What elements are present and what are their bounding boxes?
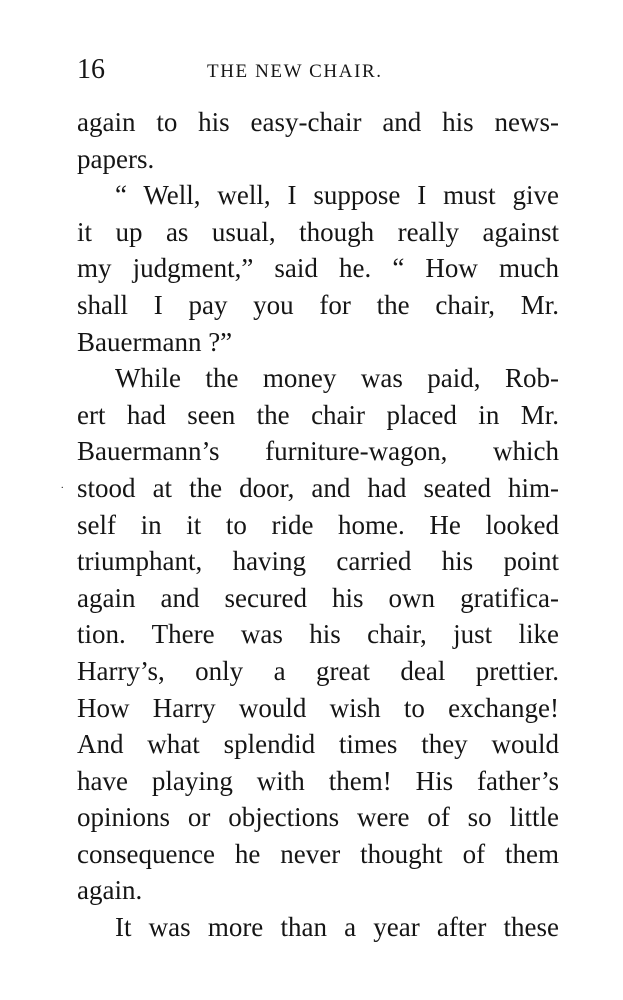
text-line: shall I pay you for the chair, Mr. bbox=[77, 289, 559, 320]
text-line: How Harry would wish to exchange! bbox=[77, 692, 559, 723]
text-line: ert had seen the chair placed in Mr. bbox=[77, 399, 559, 430]
text-line: “ Well, well, I suppose I must give bbox=[115, 180, 559, 211]
text-line: It was more than a year after these bbox=[115, 912, 559, 943]
body-text bbox=[77, 104, 559, 946]
text-line: Harry’s, only a great deal prettier. bbox=[77, 655, 559, 686]
text-line: again. bbox=[77, 875, 143, 906]
text-line: Bauermann ?” bbox=[77, 326, 233, 357]
text-line: And what splendid times they would bbox=[77, 729, 559, 760]
text-line: have playing with them! His father’s bbox=[77, 765, 559, 796]
text-line: consequence he never thought of them bbox=[77, 838, 559, 869]
page-number: 16 bbox=[77, 54, 105, 85]
running-head: THE NEW CHAIR. bbox=[207, 61, 383, 82]
text-line: my judgment,” said he. “ How much bbox=[77, 253, 559, 284]
text-line: stood at the door, and had seated him- bbox=[77, 472, 559, 503]
text-line: again to his easy-chair and his news- bbox=[77, 107, 559, 137]
text-line: again and secured his own gratifica- bbox=[77, 582, 559, 613]
text-line: papers. bbox=[77, 143, 155, 174]
page-header bbox=[77, 50, 559, 90]
text-line: While the money was paid, Rob- bbox=[115, 363, 559, 394]
text-line: tion. There was his chair, just like bbox=[77, 619, 559, 650]
text-line: opinions or objections were of so little bbox=[77, 802, 559, 833]
text-line: it up as usual, though really against bbox=[77, 216, 559, 247]
text-line: Bauermann’s furniture-wagon, which bbox=[77, 436, 559, 467]
text-line: triumphant, having carried his point bbox=[77, 546, 559, 577]
text-line: self in it to ride home. He looked bbox=[77, 509, 559, 540]
stray-mark: . bbox=[61, 480, 64, 491]
